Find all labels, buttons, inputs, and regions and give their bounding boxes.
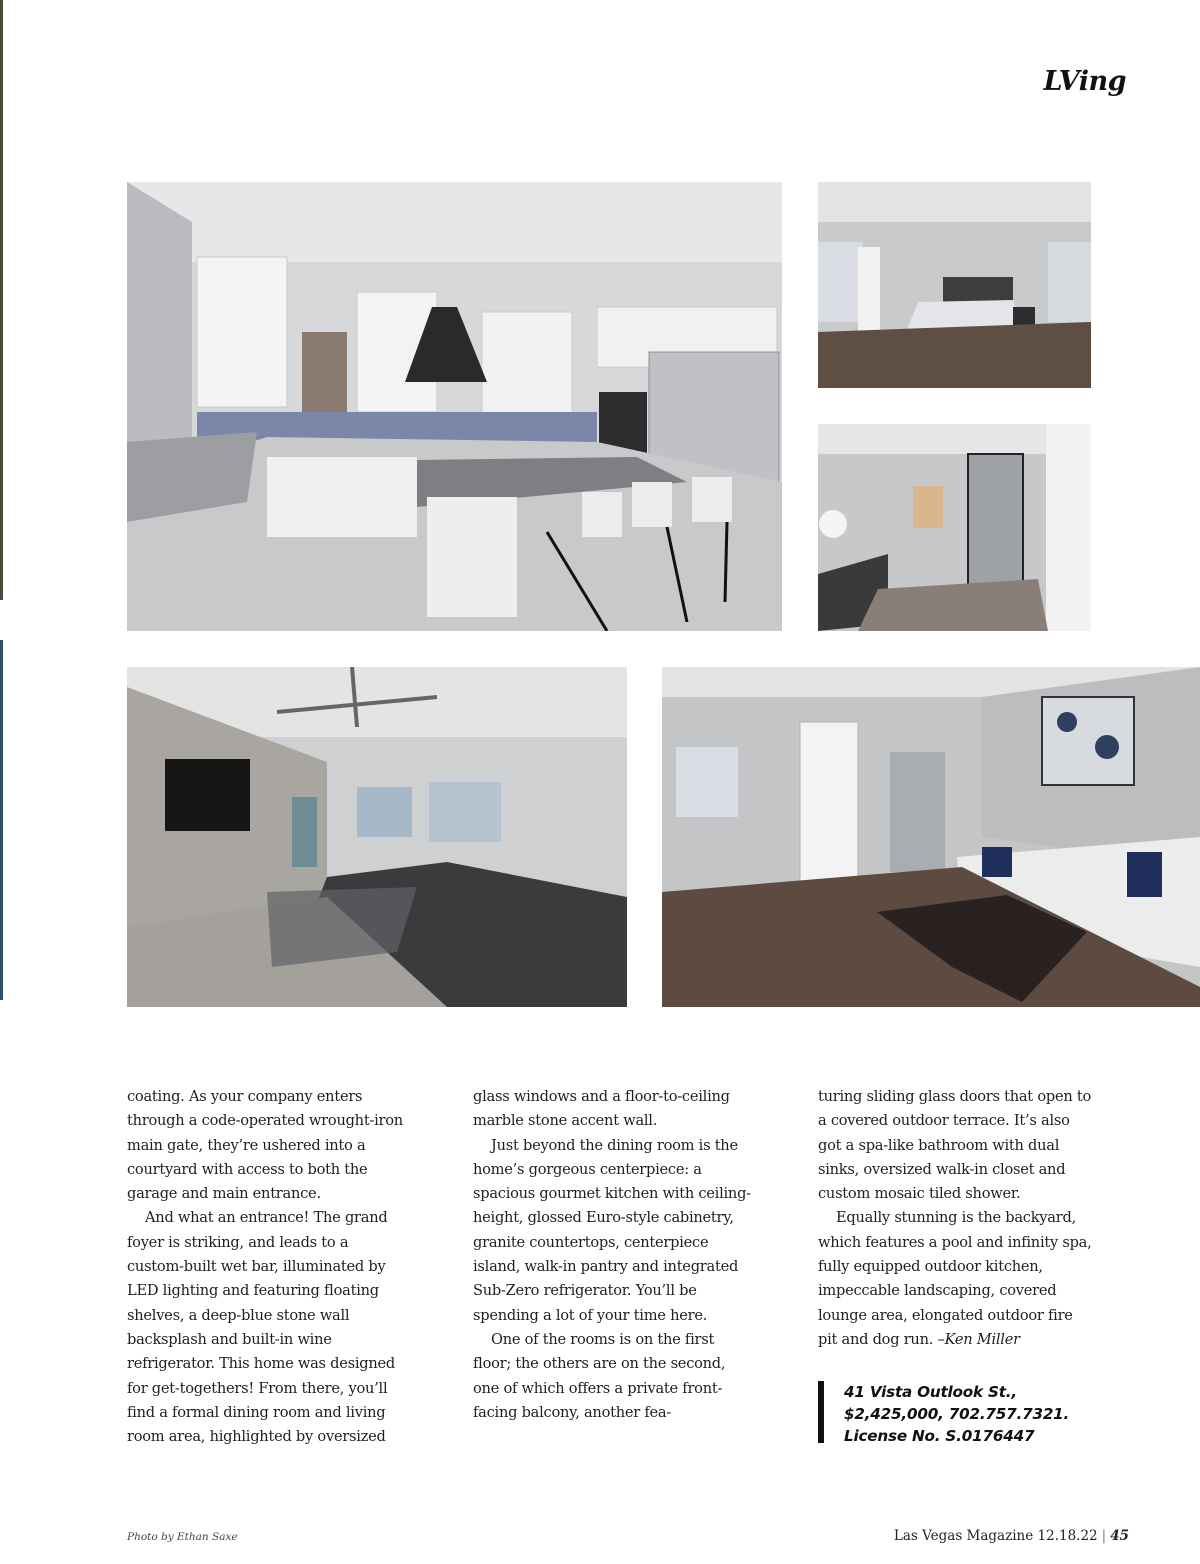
- listing-license: License No. S.0176447: [844, 1427, 1035, 1445]
- article-paragraph: turing sliding glass doors that open to a covered outdoor terrace. It’s also got a spa-like bathroom with dual sinks, oversized walk-in closet and custom mosaic tiled shower.: [818, 1088, 1092, 1203]
- article-paragraph: Just beyond the dining room is the home’s gorgeous centerpiece: a spacious gourmet kitchen with ceiling-height, glossed Euro-style cabinetry, granite countertops, centerpiece island, walk-in pantry and integrated Sub-Zero refrigerator. You’ll be spending a lot of your time here.: [473, 1136, 751, 1324]
- folio-separator: |: [1101, 1528, 1107, 1544]
- bedroom-photo: [818, 182, 1091, 388]
- left-edge-strip: [0, 0, 3, 600]
- publication-name: Las Vegas Magazine: [893, 1528, 1034, 1544]
- family-room-photo: [662, 667, 1200, 1007]
- article-paragraph: coating. As your company enters through a code-operated wrought-iron main gate, they’re ushered into a courtyard with access to both the garage and main entrance.: [127, 1088, 403, 1203]
- article-paragraph-text: Equally stunning is the backyard, which features a pool and infinity spa, fully equipped outdoor kitchen, impeccable landscaping, covered lounge area, elongated outdoor fire pit and dog run.: [818, 1209, 1092, 1348]
- photo-credit: Photo by Ethan Saxe: [127, 1531, 238, 1543]
- page-folio: [894, 1528, 1129, 1544]
- listing-address: 41 Vista Outlook St.,: [844, 1383, 1017, 1401]
- bathroom-photo: [818, 424, 1091, 631]
- left-edge-strip-blue: [0, 640, 3, 1000]
- article-column-1: [127, 1085, 405, 1449]
- living-room-photo: [127, 667, 627, 1007]
- issue-date: 12.18.22: [1037, 1528, 1098, 1544]
- listing-info: [818, 1381, 1108, 1443]
- author-byline: –Ken Miller: [937, 1330, 1020, 1348]
- article-paragraph: [818, 1206, 1096, 1352]
- article-paragraph: One of the rooms is on the first floor; the others are on the second, one of which offers a private front-facing balcony, another fea-: [473, 1330, 726, 1421]
- article-paragraph: And what an entrance! The grand foyer is striking, and leads to a custom-built wet bar, illuminated by LED lighting and featuring floating shelves, a deep-blue stone wall backsplash and built-in wine refrigerator. This home was designed for get-togethers! From there, you’ll find a formal dining room and living room area, highlighted by oversized: [127, 1209, 396, 1446]
- kitchen-photo: [127, 182, 782, 631]
- listing-price-phone: $2,425,000, 702.757.7321.: [844, 1405, 1070, 1423]
- article-column-3: [818, 1085, 1096, 1352]
- article-paragraph: glass windows and a floor-to-ceiling marble stone accent wall.: [473, 1088, 730, 1130]
- page-number: 45: [1110, 1528, 1129, 1544]
- article-column-2: [473, 1085, 751, 1425]
- section-title: LVing: [1043, 66, 1126, 97]
